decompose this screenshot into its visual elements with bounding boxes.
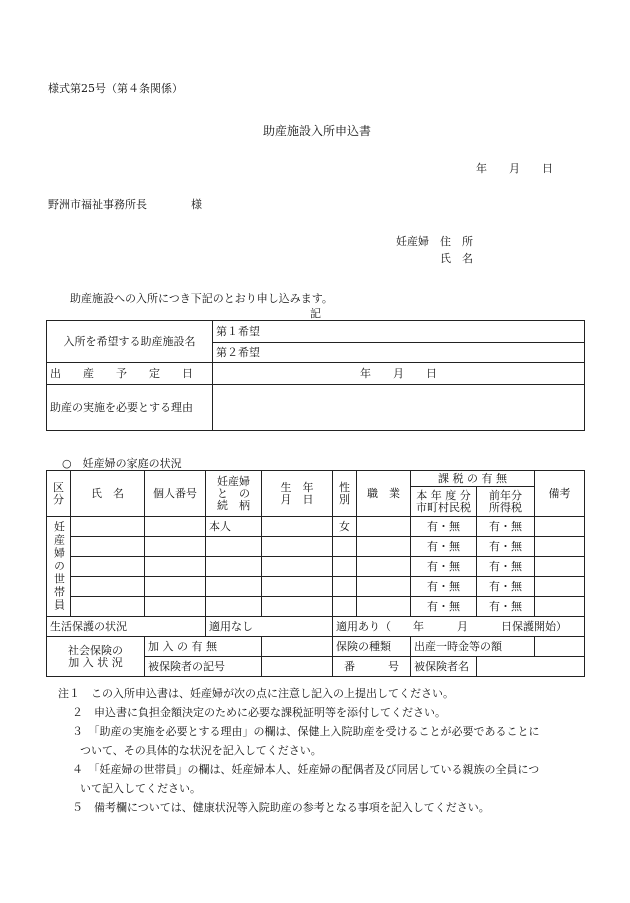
applicant-name-label: 氏 名 bbox=[440, 252, 473, 265]
member-sex-cell[interactable] bbox=[333, 577, 357, 597]
member-number-cell[interactable] bbox=[145, 557, 206, 577]
reason-field[interactable] bbox=[213, 385, 585, 431]
income-tax-choice[interactable]: 有・無 bbox=[477, 517, 535, 537]
note-4: ４ 「妊産婦の世帯員」の欄は、妊産婦本人、妊産婦の配偶者及び同居している親族の全員につ bbox=[72, 763, 540, 776]
member-relation-cell[interactable] bbox=[206, 557, 262, 577]
income-tax-choice[interactable]: 有・無 bbox=[477, 537, 535, 557]
member-number-cell[interactable] bbox=[145, 577, 206, 597]
insured-symbol-field[interactable] bbox=[262, 657, 333, 677]
member-relation-cell[interactable] bbox=[206, 577, 262, 597]
municipal-tax-choice[interactable]: 有・無 bbox=[411, 517, 477, 537]
member-name-cell[interactable] bbox=[71, 557, 145, 577]
note-5: ５ 備考欄については、健康状況等入院助産の参考となる事項を記入してください。 bbox=[72, 801, 490, 814]
second-choice-field[interactable]: 第２希望 bbox=[213, 343, 585, 363]
municipal-tax-choice[interactable]: 有・無 bbox=[411, 597, 477, 617]
ki-label: 記 bbox=[310, 307, 321, 320]
member-birth-cell[interactable] bbox=[262, 537, 333, 557]
household-heading: ○ 妊産婦の家庭の状況 bbox=[62, 457, 182, 470]
reason-label: 助産の実施を必要とする理由 bbox=[47, 385, 213, 431]
note-3-cont: ついて、その具体的な状況を記入してください。 bbox=[80, 744, 322, 757]
insured-name-label: 被保険者名 bbox=[411, 657, 477, 677]
welfare-none-option[interactable]: 適用なし bbox=[206, 617, 333, 637]
member-number-cell[interactable] bbox=[145, 517, 206, 537]
member-remarks-cell[interactable] bbox=[535, 597, 585, 617]
due-date-field[interactable]: 年 月 日 bbox=[213, 363, 585, 385]
remarks-header: 備考 bbox=[535, 471, 585, 517]
relation-header: 妊産婦 と の 続 柄 bbox=[206, 471, 262, 517]
birth-header: 生 年 月 日 bbox=[262, 471, 333, 517]
desired-facility-label: 入所を希望する助産施設名 bbox=[47, 321, 213, 363]
member-remarks-cell[interactable] bbox=[535, 517, 585, 537]
due-date-label: 出 産 予 定 日 bbox=[47, 363, 213, 385]
member-job-cell[interactable] bbox=[357, 537, 411, 557]
kubun-header: 区分 bbox=[47, 471, 71, 517]
date-line[interactable]: 年 月 日 bbox=[476, 162, 553, 175]
note-1: 注１ この入所申込書は、妊産婦が次の点に注意し記入の上提出してください。 bbox=[58, 687, 454, 700]
number-label: 番 号 bbox=[333, 657, 411, 677]
income-tax-choice[interactable]: 有・無 bbox=[477, 557, 535, 577]
member-birth-cell[interactable] bbox=[262, 517, 333, 537]
member-name-cell[interactable] bbox=[71, 597, 145, 617]
member-sex-cell[interactable]: 女 bbox=[333, 517, 357, 537]
insurance-label: 社会保険の 加 入 状 況 bbox=[47, 637, 145, 677]
municipal-tax-choice[interactable]: 有・無 bbox=[411, 577, 477, 597]
municipal-tax-choice[interactable]: 有・無 bbox=[411, 537, 477, 557]
municipal-tax-header: 本 年 度 分 市町村民税 bbox=[411, 487, 477, 517]
insured-name-field[interactable] bbox=[477, 657, 585, 677]
member-relation-cell[interactable] bbox=[206, 597, 262, 617]
member-sex-cell[interactable] bbox=[333, 537, 357, 557]
row-group-label: 妊産婦の世帯員 bbox=[47, 517, 71, 617]
municipal-tax-choice[interactable]: 有・無 bbox=[411, 557, 477, 577]
tax-header: 課 税 の 有 無 bbox=[411, 471, 535, 487]
insured-symbol-label: 被保険者の記号 bbox=[145, 657, 262, 677]
intro-text: 助産施設への入所につき下記のとおり申し込みます。 bbox=[70, 292, 333, 305]
household-table bbox=[46, 470, 585, 677]
member-name-cell[interactable] bbox=[71, 517, 145, 537]
member-name-cell[interactable] bbox=[71, 537, 145, 557]
member-job-cell[interactable] bbox=[357, 557, 411, 577]
member-sex-cell[interactable] bbox=[333, 557, 357, 577]
sex-header: 性別 bbox=[333, 471, 357, 517]
income-tax-choice[interactable]: 有・無 bbox=[477, 597, 535, 617]
page-title: 助産施設入所申込書 bbox=[263, 124, 372, 138]
member-remarks-cell[interactable] bbox=[535, 557, 585, 577]
income-tax-header: 前年分 所得税 bbox=[477, 487, 535, 517]
enrollment-label: 加 入 の 有 無 bbox=[145, 637, 262, 657]
lump-sum-label: 出産一時金等の額 bbox=[411, 637, 535, 657]
addressee: 野洲市福祉事務所長 様 bbox=[48, 198, 202, 211]
member-number-cell[interactable] bbox=[145, 597, 206, 617]
welfare-applied-option[interactable]: 適用あり（ 年 月 日保護開始） bbox=[333, 617, 585, 637]
note-4-cont: いて記入してください。 bbox=[80, 782, 201, 795]
first-choice-field[interactable]: 第１希望 bbox=[213, 321, 585, 343]
lump-sum-field[interactable] bbox=[535, 637, 585, 657]
note-2: ２ 申込書に負担金額決定のために必要な課税証明等を添付してください。 bbox=[72, 706, 446, 719]
member-remarks-cell[interactable] bbox=[535, 537, 585, 557]
personal-number-header: 個人番号 bbox=[145, 471, 206, 517]
member-birth-cell[interactable] bbox=[262, 557, 333, 577]
form-number: 様式第25号（第４条関係） bbox=[48, 82, 183, 95]
applicant-address-label: 妊産婦 住 所 bbox=[396, 235, 473, 248]
member-sex-cell[interactable] bbox=[333, 597, 357, 617]
member-birth-cell[interactable] bbox=[262, 597, 333, 617]
member-job-cell[interactable] bbox=[357, 517, 411, 537]
member-number-cell[interactable] bbox=[145, 537, 206, 557]
income-tax-choice[interactable]: 有・無 bbox=[477, 577, 535, 597]
member-job-cell[interactable] bbox=[357, 577, 411, 597]
enrollment-field[interactable] bbox=[262, 637, 333, 657]
member-name-cell[interactable] bbox=[71, 577, 145, 597]
member-relation-cell[interactable] bbox=[206, 537, 262, 557]
member-relation-cell[interactable]: 本人 bbox=[206, 517, 262, 537]
welfare-label: 生活保護の状況 bbox=[47, 617, 206, 637]
job-header: 職 業 bbox=[357, 471, 411, 517]
name-header: 氏 名 bbox=[71, 471, 145, 517]
member-birth-cell[interactable] bbox=[262, 577, 333, 597]
facility-table bbox=[46, 320, 585, 431]
member-remarks-cell[interactable] bbox=[535, 577, 585, 597]
member-job-cell[interactable] bbox=[357, 597, 411, 617]
note-3: ３ 「助産の実施を必要とする理由」の欄は、保健上入院助産を受けることが必要であることに bbox=[72, 725, 540, 738]
insurance-type-label: 保険の種類 bbox=[333, 637, 411, 657]
